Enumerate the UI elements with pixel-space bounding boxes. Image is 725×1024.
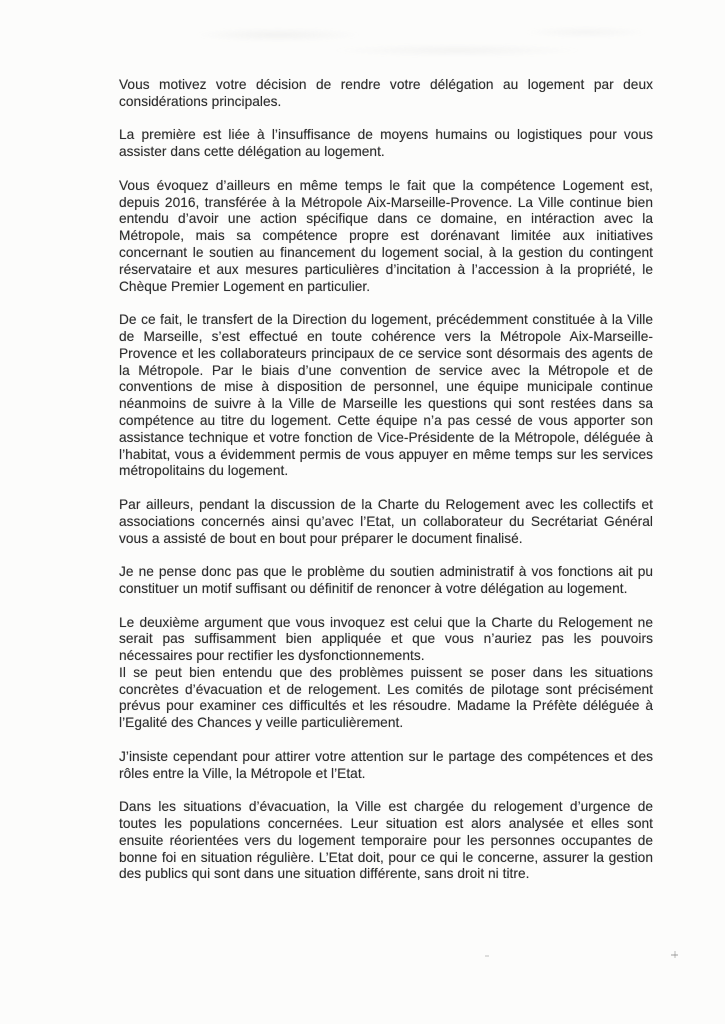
paragraph: Je ne pense donc pas que le problème du soutien administratif à vos fonctions ait pu constituer un motif suffisant ou définitif de renoncer à votre délégation au logement.: [119, 564, 653, 596]
paragraph: Dans les situations d’évacuation, la Ville est chargée du relogement d’urgence de toutes les populations concernées. Leur situation est alors analysée et elles sont ensuite réorientées vers du logement temporaire pour les personnes occupantes de bonne foi en situation régulière. L’Etat doit, pour ce qui le concerne, assurer la gestion des publics qui sont dans une situation différente, sans droit ni titre.: [119, 799, 653, 882]
scan-bleedthrough-artifact: [110, 14, 670, 66]
paragraph: Vous motivez votre décision de rendre votre délégation au logement par deux considérations principales.: [119, 77, 653, 109]
paragraph: De ce fait, le transfert de la Direction du logement, précédemment constituée à la Ville de Marseille, s’est effectué en toute cohérence vers la Métropole Aix-Marseille-Provence et les collaborateurs principaux de ce service sont désormais des agents de la Métropole. Par le biais d’une convention de service avec la Métropole et de conventions de mise à disposition de personnel, une équipe municipale continue néanmoins de suivre à la Ville de Marseille les questions qui sont restées dans sa compétence au titre du logement. Cette équipe n’a pas cessé de vous apporter son assistance technique et votre fonction de Vice-Présidente de la Métropole, déléguée à l’habitat, vous a évidemment permis de vous appuyer en même temps sur les services métropolitains du logement.: [119, 312, 653, 479]
letter-body: [119, 77, 653, 900]
paragraph: Par ailleurs, pendant la discussion de la Charte du Relogement avec les collectifs et associations concernés ainsi qu’avec l’Etat, un collaborateur du Secrétariat Général vous a assisté de bout en bout pour préparer le document finalisé.: [119, 496, 653, 546]
scan-speck: [674, 951, 676, 958]
paragraph: J’insiste cependant pour attirer votre attention sur le partage des compétences et des rôles entre la Ville, la Métropole et l’Etat.: [119, 748, 653, 781]
paragraph: Le deuxième argument que vous invoquez est celui que la Charte du Relogement ne serait pas suffisamment bien appliquée et que vous n’auriez pas les pouvoirs nécessaires pour rectifier les dysfonctionnements.: [119, 614, 653, 664]
paragraph: Vous évoquez d’ailleurs en même temps le fait que la compétence Logement est, depuis 2016, transférée à la Métropole Aix-Marseille-Provence. La Ville continue bien entendu d’avoir une action spécifique dans ce domaine, en intéraction avec la Métropole, mais sa compétence propre est dorénavant limitée aux initiatives concernant le soutien au financement du logement social, à la gestion du contingent réservataire et aux mesures particulières d’incitation à l’accession à la propriété, le Chèque Premier Logement en particulier.: [119, 177, 653, 294]
paragraph: La première est liée à l’insuffisance de moyens humains ou logistiques pour vous assister dans cette délégation au logement.: [119, 127, 653, 160]
scan-speck: [485, 955, 489, 957]
paragraph: Il se peut bien entendu que des problèmes puissent se poser dans les situations concrètes d’évacuation et de relogement. Les comités de pilotage sont précisément prévus pour examiner ces difficultés et les résoudre. Madame la Préfète déléguée à l’Egalité des Chances y veille particulièrement.: [119, 664, 653, 731]
